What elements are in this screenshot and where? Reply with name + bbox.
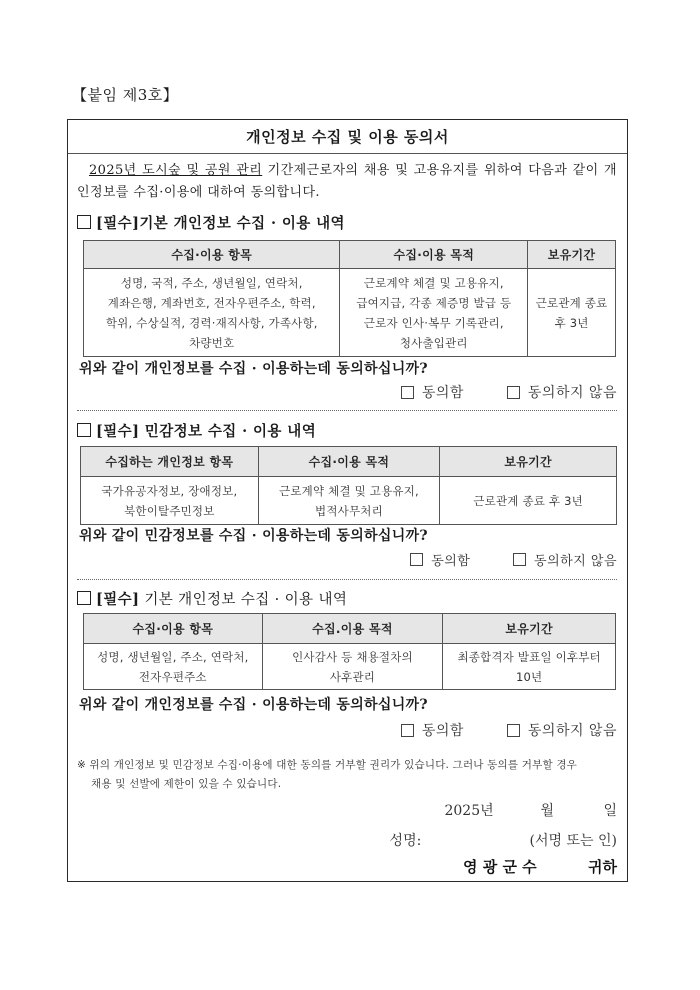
col-header-retention: 보유기간: [440, 447, 617, 477]
signature-hint[interactable]: (서명 또는 인): [529, 833, 617, 849]
col-header-items: 수집하는 개인정보 항목: [81, 447, 259, 477]
disagree-option[interactable]: [513, 550, 617, 569]
checkbox-icon[interactable]: [507, 724, 520, 737]
agree-option[interactable]: [401, 720, 464, 740]
disagree-option[interactable]: [507, 382, 617, 402]
checkbox-icon[interactable]: [401, 724, 414, 737]
section-2-heading: [77, 420, 316, 441]
col-header-retention: 보유기간: [443, 614, 616, 644]
checkbox-icon: [77, 215, 91, 229]
agree-label: 동의함: [421, 723, 464, 739]
col-header-purpose: 수집·이용 목적: [258, 447, 440, 477]
section-2-choices: [372, 550, 617, 570]
addressee-name: 영 광 군 수: [463, 858, 537, 876]
section-1-heading: [77, 212, 345, 233]
consent-form: [67, 119, 628, 882]
retention-cell: [440, 477, 617, 525]
purpose-cell: [258, 477, 440, 525]
attachment-label: 【붙임 제3호】: [72, 86, 179, 104]
section-2-title: 민감정보 수집 · 이용 내역: [139, 423, 317, 440]
notice-line-1: ※ 위의 개인정보 및 민감정보 수집·이용에 대한 동의를 거부할 권리가 있습니다. 그러나 동의를 거부할 경우: [77, 759, 578, 771]
purpose-line: 근로자 인사·복무 기록관리,: [363, 315, 504, 330]
items-line: 계좌은행, 계좌번호, 전자우편주소, 학력,: [107, 295, 316, 310]
section-3-choices: [363, 720, 617, 741]
items-cell: [81, 477, 259, 525]
checkbox-icon[interactable]: [513, 553, 526, 566]
purpose-cell: [340, 269, 528, 357]
col-header-items: 수집·이용 항목: [84, 614, 263, 644]
col-header-purpose: 수집·이용 목적: [340, 241, 528, 269]
purpose-line: 근로계약 체결 및 고용유지,: [279, 483, 419, 498]
notice-line-2: 채용 및 선발에 제한이 있을 수 있습니다.: [91, 778, 282, 790]
checkbox-icon[interactable]: [401, 386, 414, 399]
section-1-question: 위와 같이 개인정보를 수집 · 이용하는데 동의하십니까?: [79, 361, 428, 377]
section-1-title: 기본 개인정보 수집 · 이용 내역: [139, 215, 345, 232]
section-3-heading: [77, 588, 347, 609]
checkbox-icon: [77, 591, 91, 605]
date-day[interactable]: 일: [603, 803, 617, 819]
items-line: 학위, 수상실적, 경력·재직사항, 가족사항,: [105, 315, 318, 330]
section-2-table: [80, 446, 617, 525]
col-header-purpose: 수집.이용 목적: [262, 614, 443, 644]
retention-line: 최종합격자 발표일 이후부터: [457, 649, 601, 664]
addressee-row: [463, 856, 617, 877]
purpose-line: 인사감사 등 채용절차의: [292, 649, 413, 664]
intro-text: 기간제근로자의 채용 및 고용유지를 위하여 다음과 같이 개인정보를 수집·이용에 대하여 동의합니다.: [77, 163, 617, 200]
required-tag: [필수]: [96, 215, 140, 232]
purpose-line: 청사출입관리: [399, 335, 468, 350]
refusal-notice: [77, 756, 617, 794]
section-3-question: 위와 같이 개인정보를 수집 · 이용하는데 동의하십니까?: [79, 697, 428, 713]
section-1-table: [83, 240, 616, 357]
retention-line: 10년: [515, 669, 543, 684]
date-month[interactable]: 월: [540, 803, 554, 819]
form-title: 개인정보 수집 및 이용 동의서: [68, 120, 627, 154]
purpose-line: 법적사무처리: [315, 503, 383, 518]
disagree-label: 동의하지 않음: [527, 385, 617, 401]
items-line: 성명, 생년월일, 주소, 연락처,: [97, 649, 249, 664]
disagree-option[interactable]: [507, 720, 617, 740]
items-cell: [84, 644, 263, 690]
agree-label: 동의함: [431, 554, 471, 569]
items-line: 전자우편주소: [138, 669, 207, 684]
section-2-question: 위와 같이 민감정보를 수집 · 이용하는데 동의하십니까?: [79, 528, 428, 544]
section-divider: [77, 579, 617, 580]
items-line: 북한이탈주민정보: [124, 503, 215, 518]
items-line: 차량번호: [189, 335, 235, 350]
section-3-title: 기본 개인정보 수집 · 이용 내역: [139, 592, 348, 608]
required-tag: [필수]: [96, 591, 140, 608]
section-divider: [77, 410, 617, 411]
col-header-items: 수집·이용 항목: [84, 241, 340, 269]
retention-cell: [528, 269, 616, 357]
addressee-suffix: 귀하: [588, 858, 617, 876]
items-cell: [84, 269, 340, 357]
col-header-retention: 보유기간: [528, 241, 616, 269]
agree-option[interactable]: [410, 550, 470, 569]
program-name: 2025년 도시숲 및 공원 관리: [89, 163, 263, 178]
agree-option[interactable]: [401, 382, 464, 402]
checkbox-icon[interactable]: [410, 553, 423, 566]
intro-paragraph: [77, 160, 617, 204]
date-row: [444, 800, 617, 820]
items-line: 성명, 국적, 주소, 생년월일, 연락처,: [120, 275, 303, 290]
purpose-line: 사후관리: [329, 669, 376, 684]
purpose-line: 급여지급, 각종 제증명 발급 등: [356, 295, 512, 310]
retention-line: 근로관계 종료 후 3년: [473, 493, 583, 508]
checkbox-icon: [77, 423, 91, 437]
agree-label: 동의함: [421, 385, 464, 401]
date-year[interactable]: 2025년: [444, 803, 494, 819]
retention-line: 후 3년: [554, 315, 589, 330]
table-row: [81, 477, 617, 525]
retention-line: 근로관계 종료: [535, 295, 608, 310]
section-3-table: [83, 613, 616, 690]
required-tag: [필수]: [96, 423, 140, 440]
disagree-label: 동의하지 않음: [527, 723, 617, 739]
table-row: [84, 644, 616, 690]
signature-row: [390, 830, 617, 850]
checkbox-icon[interactable]: [507, 386, 520, 399]
signature-label: 성명:: [389, 833, 422, 849]
disagree-label: 동의하지 않음: [534, 554, 617, 569]
retention-cell: [443, 644, 616, 690]
purpose-line: 근로계약 체결 및 고용유지,: [363, 275, 504, 290]
table-row: [84, 269, 616, 357]
purpose-cell: [262, 644, 443, 690]
section-1-choices: [363, 382, 617, 403]
items-line: 국가유공자정보, 장애정보,: [101, 483, 238, 498]
